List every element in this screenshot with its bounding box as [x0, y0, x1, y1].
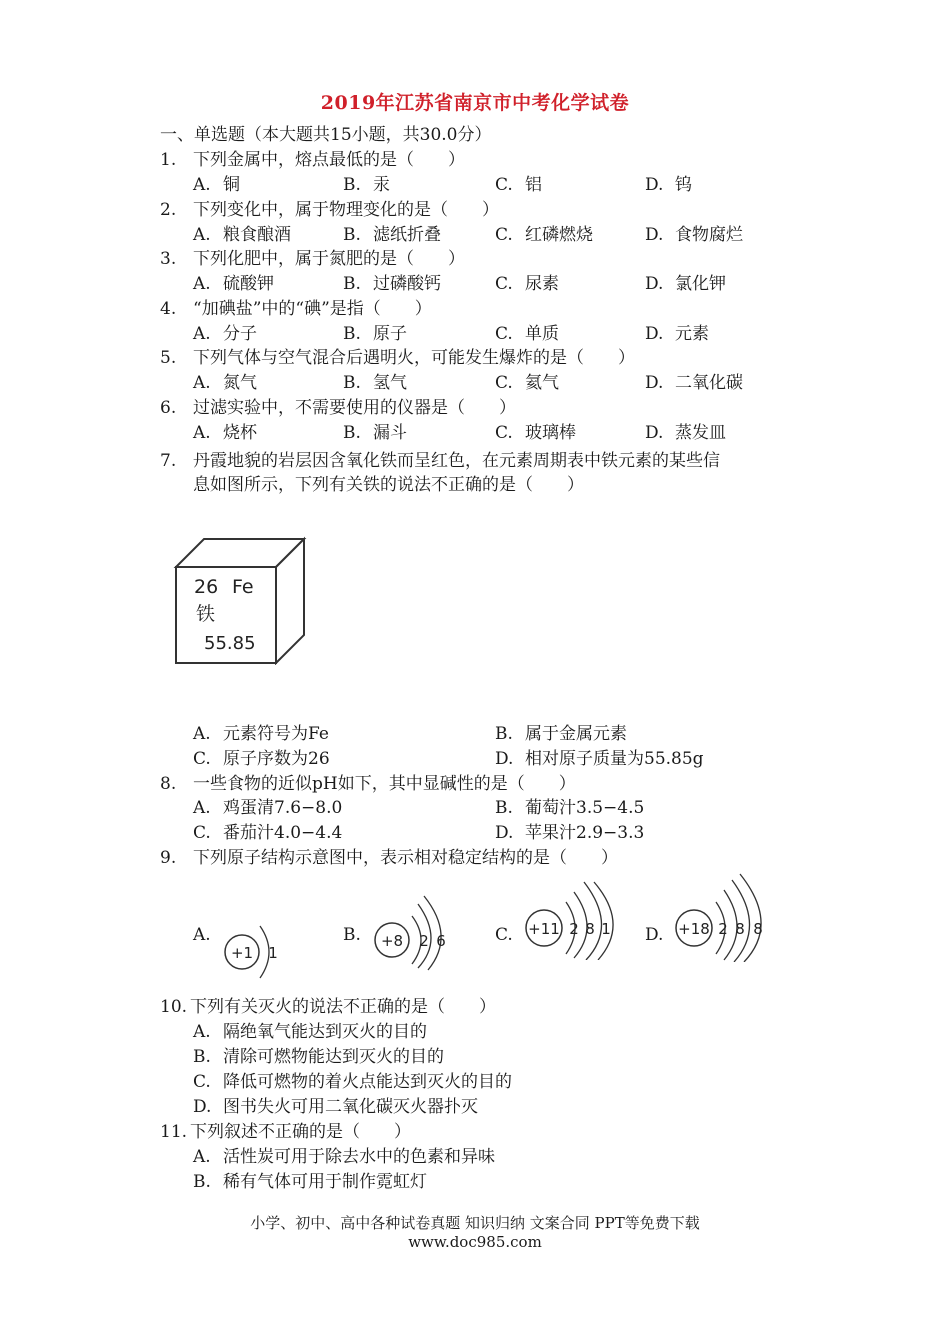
option-text: 氮气 [223, 373, 257, 394]
option-label: B. [343, 373, 361, 394]
option-label: D. [645, 274, 664, 295]
nucleus-charge: +8 [380, 932, 404, 950]
question-text: 下列气体与空气混合后遇明火，可能发生爆炸的是（ ） [193, 348, 635, 369]
option-label: D. [193, 1097, 212, 1117]
question-number: 10. [160, 997, 188, 1017]
option-label: A. [193, 925, 211, 945]
option-text: 铜 [223, 175, 240, 195]
option-label: D. [495, 749, 514, 769]
option-label: C. [495, 373, 513, 394]
option-text: 硫酸钾 [223, 274, 274, 295]
question-text: 下列变化中，属于物理变化的是（ ） [193, 199, 499, 220]
atomic-number: 26 [194, 576, 219, 598]
option-label: C. [495, 274, 513, 295]
option-text: 番茄汁4.0−4.4 [223, 823, 343, 843]
document-title: 2019年江苏省南京市中考化学试卷 [320, 92, 630, 114]
option-text: 汞 [373, 175, 390, 195]
option-text: 钨 [675, 175, 692, 195]
question-text-line2: 息如图所示，下列有关铁的说法不正确的是（ ） [193, 475, 584, 495]
option-text: 相对原子质量为55.85g [525, 749, 704, 769]
shell-electrons: 2 [718, 920, 728, 938]
option-text: 清除可燃物能达到灭火的目的 [223, 1047, 444, 1067]
shell-electrons: 6 [436, 932, 446, 950]
option-text: 元素符号为Fe [223, 724, 329, 744]
option-label: A. [193, 798, 211, 818]
option-text: 漏斗 [373, 423, 407, 443]
option-text: 食物腐烂 [675, 224, 743, 245]
option-text: 葡萄汁3.5−4.5 [525, 798, 645, 818]
option-label: B. [343, 274, 361, 295]
option-text: 降低可燃物的着火点能达到灭火的目的 [223, 1072, 512, 1092]
shell-electrons: 2 [569, 920, 579, 938]
atom-diagram-a [222, 922, 292, 982]
shell-electrons: 8 [585, 920, 595, 938]
question-number: 5. [160, 348, 177, 369]
option-label: C. [495, 423, 513, 443]
question-number: 7. [160, 451, 177, 471]
option-label: C. [193, 749, 211, 769]
option-text: 烧杯 [223, 423, 257, 443]
question-number: 2. [160, 199, 177, 220]
option-text: 鸡蛋清7.6−8.0 [223, 798, 343, 818]
option-text: 活性炭可用于除去水中的色素和异味 [223, 1147, 495, 1167]
option-text: 隔绝氧气能达到灭火的目的 [223, 1022, 427, 1042]
option-label: C. [193, 823, 211, 843]
atom-diagram-c [524, 880, 634, 960]
option-label: A. [193, 423, 211, 443]
option-text: 过磷酸钙 [373, 274, 441, 295]
option-text: 红磷燃烧 [525, 224, 593, 245]
question-number: 11. [160, 1122, 188, 1142]
question-text: 过滤实验中，不需要使用的仪器是（ ） [193, 398, 516, 418]
option-label: C. [495, 224, 513, 245]
option-label: A. [193, 724, 211, 744]
option-label: D. [645, 175, 664, 195]
option-label: B. [193, 1172, 211, 1192]
option-label: A. [193, 274, 211, 295]
option-text: 粮食酿酒 [223, 224, 291, 245]
option-label: B. [343, 323, 361, 344]
option-text: 玻璃棒 [525, 423, 576, 443]
section-heading: 一、单选题（本大题共15小题，共30.0分） [160, 125, 492, 145]
option-label: C. [495, 925, 513, 945]
option-text: 原子序数为26 [223, 749, 330, 769]
nucleus-charge: +1 [230, 944, 254, 962]
option-label: A. [193, 373, 211, 394]
option-label: C. [193, 1072, 211, 1092]
question-number: 1. [160, 150, 177, 170]
question-text-line1: 丹霞地貌的岩层因含氧化铁而呈红色，在元素周期表中铁元素的某些信 [193, 451, 720, 471]
option-label: B. [495, 724, 513, 744]
option-label: A. [193, 224, 211, 245]
option-text: 氢气 [373, 373, 407, 394]
option-text: 属于金属元素 [525, 724, 627, 744]
shell-electrons: 1 [601, 920, 611, 938]
atom-diagram-b [372, 892, 462, 972]
atom-diagram-d [674, 872, 784, 962]
option-label: A. [193, 323, 211, 344]
option-text: 原子 [373, 323, 407, 344]
element-name: 铁 [196, 603, 216, 625]
option-text: 稀有气体可用于制作霓虹灯 [223, 1172, 427, 1192]
option-label: B. [343, 224, 361, 245]
option-text: 分子 [223, 323, 257, 344]
option-text: 单质 [525, 323, 559, 344]
option-label: D. [645, 925, 664, 945]
nucleus-charge: +18 [678, 920, 710, 938]
question-text: 下列金属中，熔点最低的是（ ） [193, 150, 465, 170]
option-label: B. [343, 925, 361, 945]
option-text: 二氧化碳 [675, 373, 743, 394]
shell-electrons: 8 [735, 920, 745, 938]
question-text: 下列化肥中，属于氮肥的是（ ） [193, 249, 465, 270]
option-label: D. [645, 323, 664, 344]
option-text: 尿素 [525, 274, 559, 295]
option-label: D. [495, 823, 514, 843]
option-label: B. [495, 798, 513, 818]
option-label: B. [343, 423, 361, 443]
atomic-mass: 55.85 [204, 633, 256, 654]
element-card-figure [170, 535, 310, 665]
question-text: 下列原子结构示意图中，表示相对稳定结构的是（ ） [193, 848, 618, 868]
footer-text: 小学、初中、高中各种试卷真题 知识归纳 文案合同 PPT等免费下载 [250, 1214, 700, 1232]
option-label: D. [645, 373, 664, 394]
question-number: 6. [160, 398, 177, 418]
shell-electrons: 8 [753, 920, 763, 938]
question-text: 下列有关灭火的说法不正确的是（ ） [190, 997, 496, 1017]
option-label: A. [193, 175, 211, 195]
option-label: C. [495, 175, 513, 195]
question-text: “加碘盐”中的“碘”是指（ ） [193, 298, 432, 319]
option-text: 氦气 [525, 373, 559, 394]
option-label: D. [645, 423, 664, 443]
footer-url[interactable]: www.doc985.com [408, 1233, 542, 1251]
option-label: A. [193, 1022, 211, 1042]
nucleus-charge: +11 [528, 920, 560, 938]
option-text: 铝 [525, 175, 542, 195]
option-text: 苹果汁2.9−3.3 [525, 823, 645, 843]
option-label: A. [193, 1147, 211, 1167]
option-label: B. [343, 175, 361, 195]
option-label: B. [193, 1047, 211, 1067]
option-label: C. [495, 323, 513, 344]
shell-electrons: 2 [419, 932, 429, 950]
question-text: 一些食物的近似pH如下，其中显碱性的是（ ） [193, 774, 576, 794]
option-text: 蒸发皿 [675, 423, 726, 443]
option-text: 氯化钾 [675, 274, 726, 295]
question-number: 4. [160, 298, 177, 319]
option-text: 滤纸折叠 [373, 224, 441, 245]
question-number: 9. [160, 848, 177, 868]
option-label: D. [645, 224, 664, 245]
shell-electrons: 1 [268, 944, 278, 962]
element-symbol: Fe [232, 576, 254, 598]
option-text: 元素 [675, 323, 709, 344]
question-number: 8. [160, 774, 177, 794]
question-text: 下列叙述不正确的是（ ） [190, 1122, 411, 1142]
question-number: 3. [160, 249, 177, 270]
option-text: 图书失火可用二氧化碳灭火器扑灭 [223, 1097, 478, 1117]
